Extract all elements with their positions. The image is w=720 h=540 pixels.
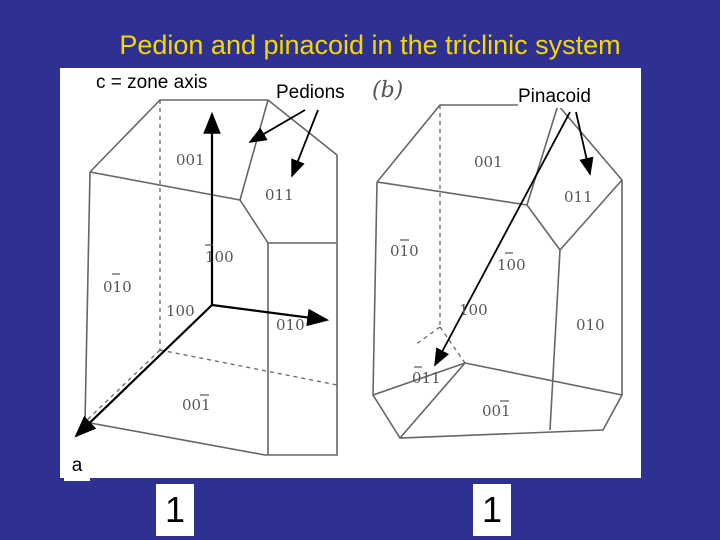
right-face-001: 001 [474, 153, 503, 171]
left-face-100: 100 [166, 302, 195, 320]
pedion-arrow-001 [250, 110, 305, 142]
right-face-100: 100 [459, 301, 488, 319]
left-face-001: 001 [176, 151, 205, 169]
right-face-011-bottom: 011 [412, 369, 441, 387]
left-face-011: 011 [265, 186, 294, 204]
slide-title: Pedion and pinacoid in the triclinic system [119, 30, 621, 60]
pedion-arrow-011 [292, 110, 318, 176]
right-symmetry-label: 1 [473, 484, 511, 536]
zone-axis-label: c = zone axis [92, 72, 211, 94]
left-face-001-bottom: 001 [182, 396, 211, 414]
a-axis-label: a [64, 455, 90, 481]
pinacoid-arrow-011-bottom [435, 112, 570, 365]
right-face-010: 010 [576, 316, 605, 334]
right-face-010-back: 010 [390, 242, 419, 260]
pedions-label: Pedions [276, 82, 345, 103]
pinacoid-label: Pinacoid [518, 86, 591, 107]
right-face-100-back: 100 [497, 256, 526, 274]
left-symmetry-label: 1 [156, 484, 194, 536]
right-face-011: 011 [564, 188, 593, 206]
pinacoid-arrow-011 [576, 112, 590, 174]
right-face-001-bottom: 001 [482, 402, 511, 420]
a-axis-arrow [76, 305, 212, 436]
part-b-label: (b) [372, 78, 404, 103]
b-axis-arrow [212, 305, 327, 320]
left-face-100-back: 100 [205, 248, 234, 266]
left-face-010-back: 010 [103, 278, 132, 296]
left-face-010: 010 [276, 316, 305, 334]
